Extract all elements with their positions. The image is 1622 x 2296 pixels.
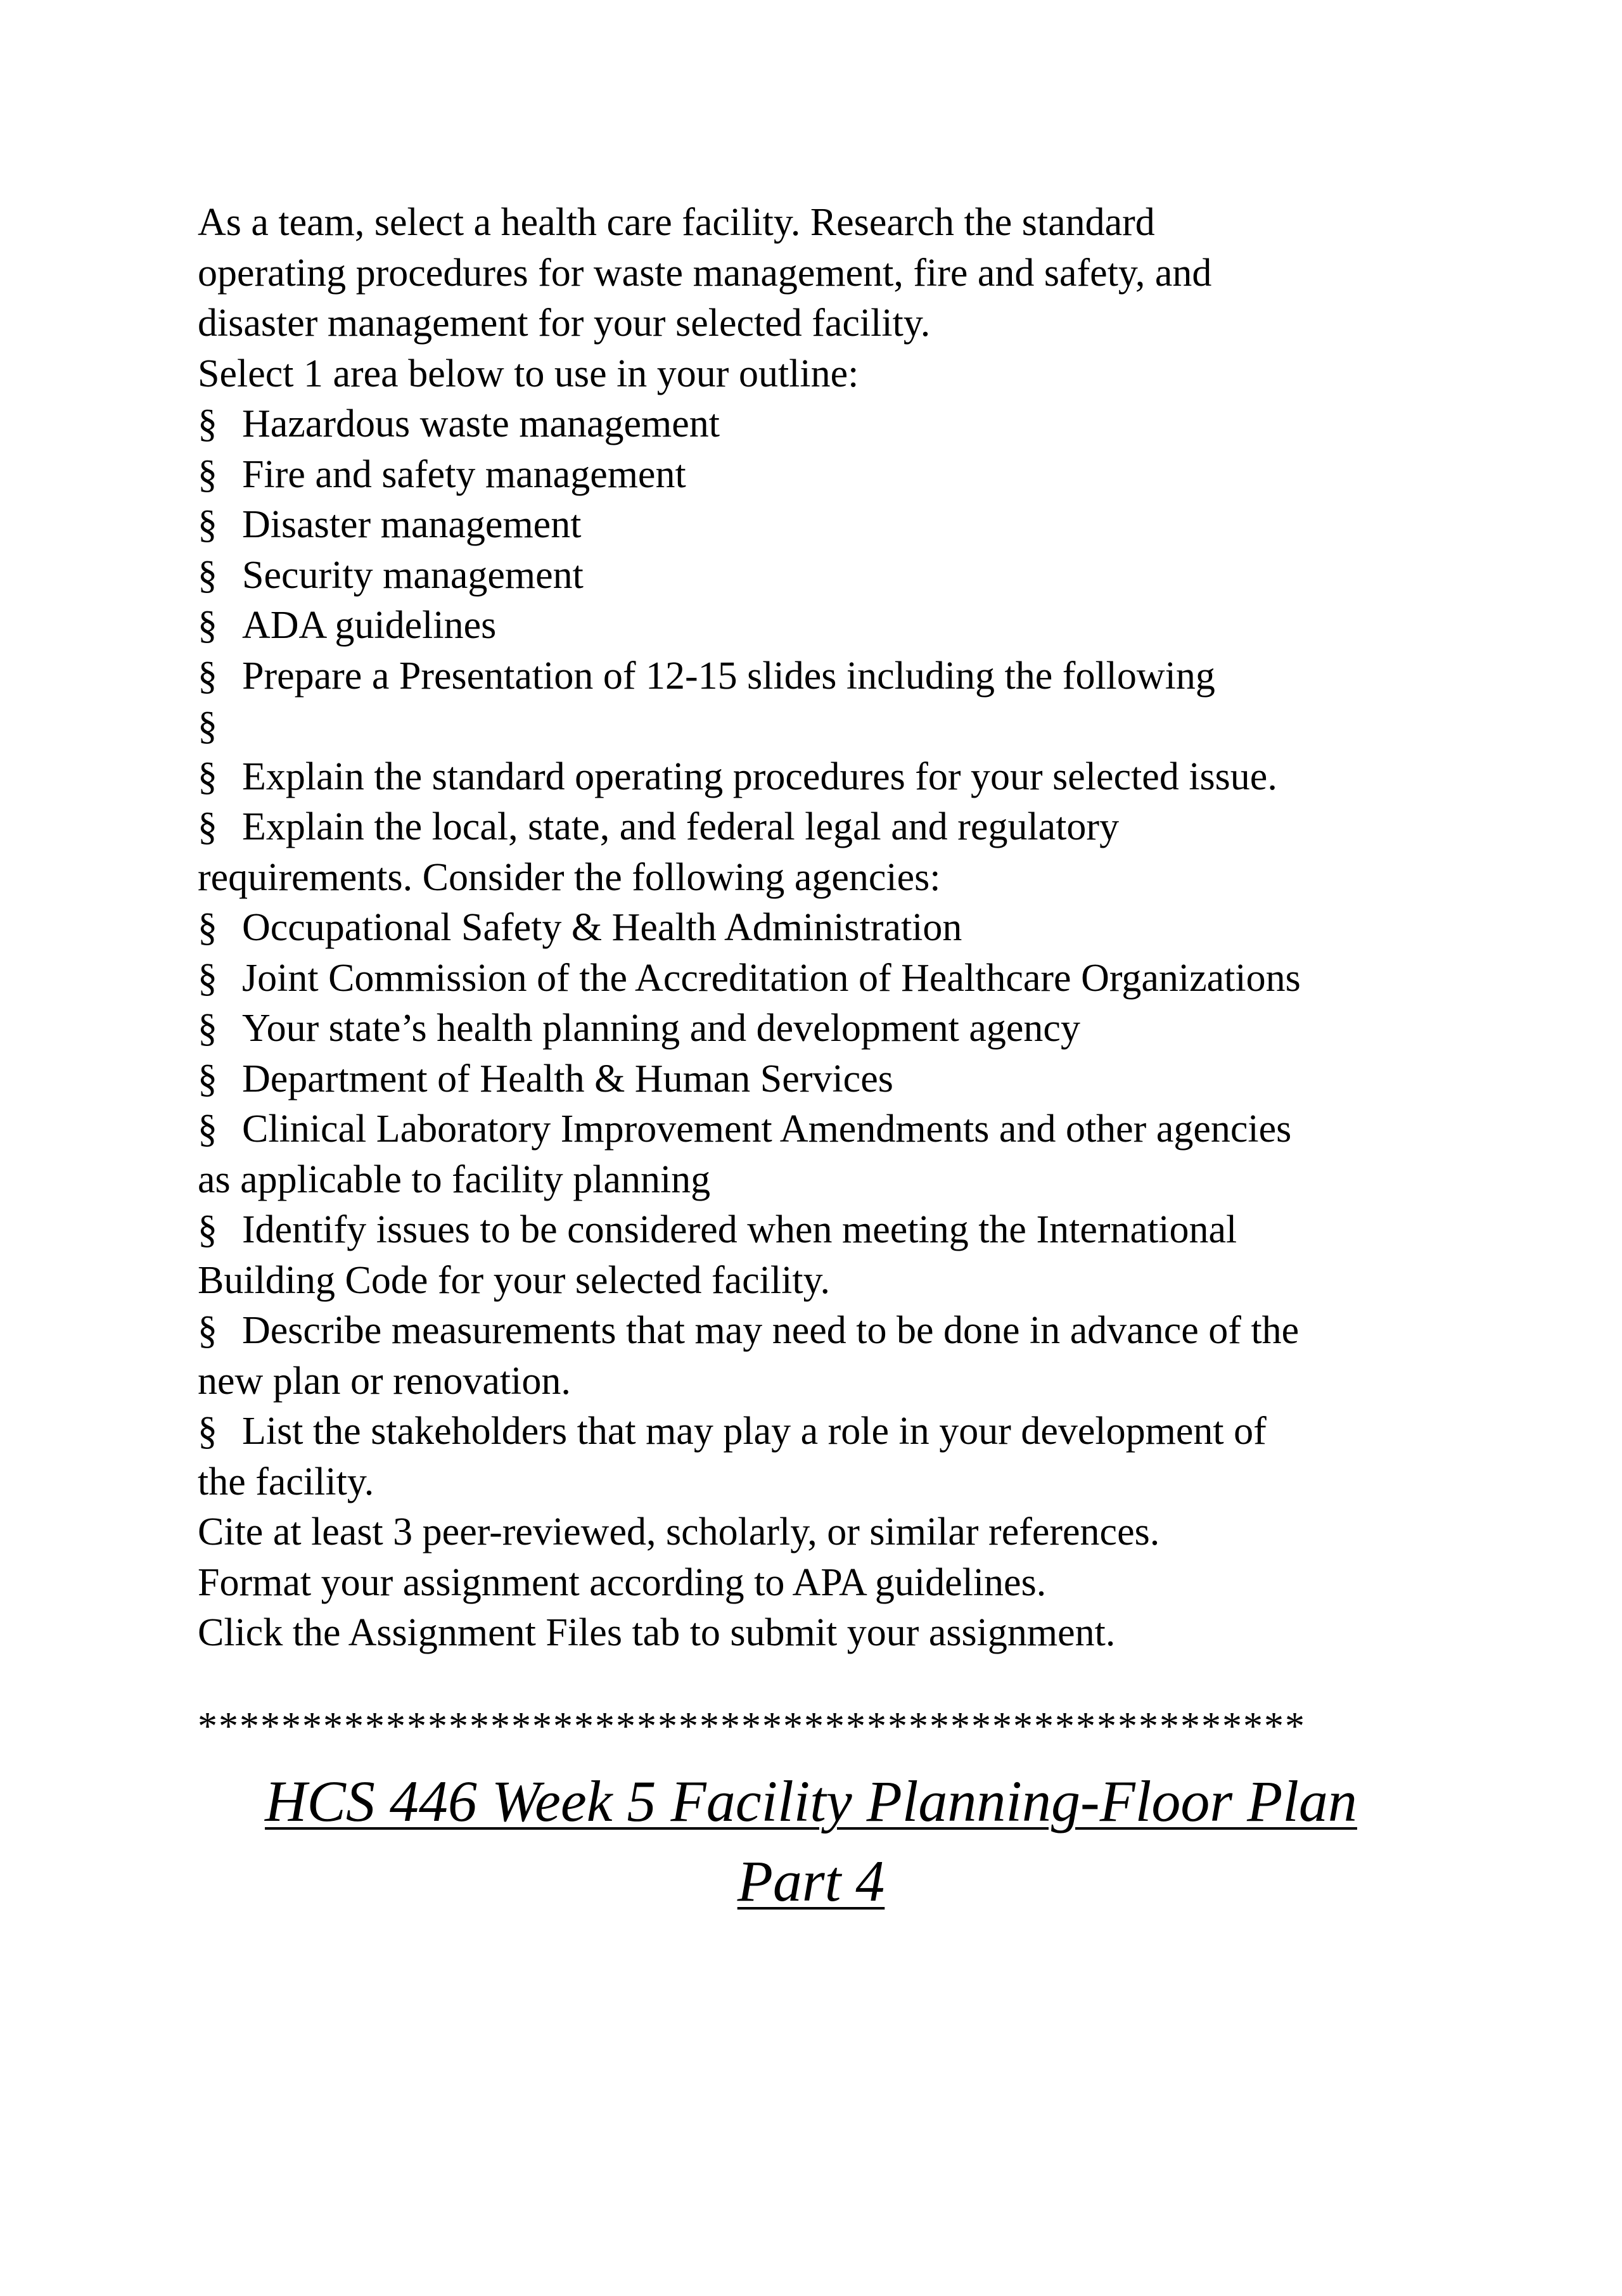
section-sign-bullet: § [198,1309,217,1352]
section-heading [0,1761,1622,1921]
section-sign-bullet: § [198,906,217,949]
line-text: Describe measurements that may need to be done in advance of the [242,1309,1300,1352]
line-text: As a team, select a health care facility. Research the standard [198,201,1155,244]
text-line [198,1507,1465,1558]
bullet-item [198,953,1465,1004]
bullet-item [198,752,1465,803]
line-text: as applicable to facility planning [198,1158,711,1201]
line-text: Hazardous waste management [242,402,720,445]
text-line [198,198,1465,248]
line-text: disaster management for your selected facility. [198,302,931,345]
text-line [198,1356,1465,1407]
line-text: requirements. Consider the following agencies: [198,855,941,899]
line-text: Prepare a Presentation of 12-15 slides including the following [242,654,1215,698]
separator-line: ***************************************************** [198,1705,1306,1748]
line-text: Occupational Safety & Health Administration [242,906,962,949]
section-sign-bullet: § [198,705,217,748]
line-text: ADA guidelines [242,604,497,647]
bullet-item [198,1004,1465,1054]
text-line [198,1558,1465,1609]
section-sign-bullet: § [198,1007,217,1050]
line-text: the facility. [198,1460,374,1503]
text-line [198,1256,1465,1306]
section-sign-bullet: § [198,553,217,597]
heading-line-2: Part 4 [737,1849,885,1913]
section-sign-bullet: § [198,503,217,546]
section-sign-bullet: § [198,805,217,848]
heading-line-1: HCS 446 Week 5 Facility Planning-Floor Plan [265,1769,1357,1834]
line-text: Explain the standard operating procedures for your selected issue. [242,755,1277,798]
bullet-item [198,1104,1465,1155]
section-sign-bullet: § [198,1208,217,1251]
section-sign-bullet: § [198,1410,217,1453]
section-sign-bullet: § [198,755,217,798]
bullet-item [198,1205,1465,1256]
section-sign-bullet: § [198,604,217,647]
bullet-item [198,701,1465,752]
text-line [198,248,1465,299]
section-sign-bullet: § [198,956,217,1000]
line-text: Cite at least 3 peer-reviewed, scholarly, or similar references. [198,1510,1160,1553]
bullet-item [198,802,1465,853]
bullet-item [198,1406,1465,1457]
assignment-instructions [198,198,1465,1659]
text-line [198,298,1465,349]
section-sign-bullet: § [198,654,217,698]
bullet-item [198,601,1465,651]
line-text: Your state’s health planning and development agency [242,1007,1080,1050]
section-sign-bullet: § [198,452,217,496]
section-sign-bullet: § [198,1107,217,1151]
bullet-item [198,903,1465,953]
line-text: Click the Assignment Files tab to submit your assignment. [198,1611,1116,1654]
text-line [198,1608,1465,1659]
section-sign-bullet: § [198,402,217,445]
bullet-item [198,1054,1465,1105]
line-text: Disaster management [242,503,582,546]
bullet-item [198,551,1465,601]
line-text: Joint Commission of the Accreditation of Healthcare Organizations [242,956,1301,1000]
line-text: List the stakeholders that may play a role in your development of [242,1410,1267,1453]
text-line [198,349,1465,400]
line-text: new plan or renovation. [198,1359,571,1403]
section-sign-bullet: § [198,1057,217,1100]
bullet-item [198,1306,1465,1356]
bullet-item [198,500,1465,551]
line-text: Identify issues to be considered when meeting the International [242,1208,1237,1251]
text-line [198,1155,1465,1206]
text-line [198,1457,1465,1508]
line-text: Building Code for your selected facility. [198,1258,831,1302]
line-text: Security management [242,553,584,597]
bullet-item [198,450,1465,501]
bullet-item [198,399,1465,450]
line-text: Clinical Laboratory Improvement Amendments and other agencies [242,1107,1292,1151]
text-line [198,853,1465,903]
line-text: operating procedures for waste management, fire and safety, and [198,251,1212,295]
line-text: Fire and safety management [242,452,686,496]
bullet-item [198,651,1465,702]
line-text: Format your assignment according to APA guidelines. [198,1560,1047,1604]
line-text: Department of Health & Human Services [242,1057,893,1100]
line-text: Explain the local, state, and federal legal and regulatory [242,805,1120,848]
line-text: Select 1 area below to use in your outline: [198,352,859,395]
